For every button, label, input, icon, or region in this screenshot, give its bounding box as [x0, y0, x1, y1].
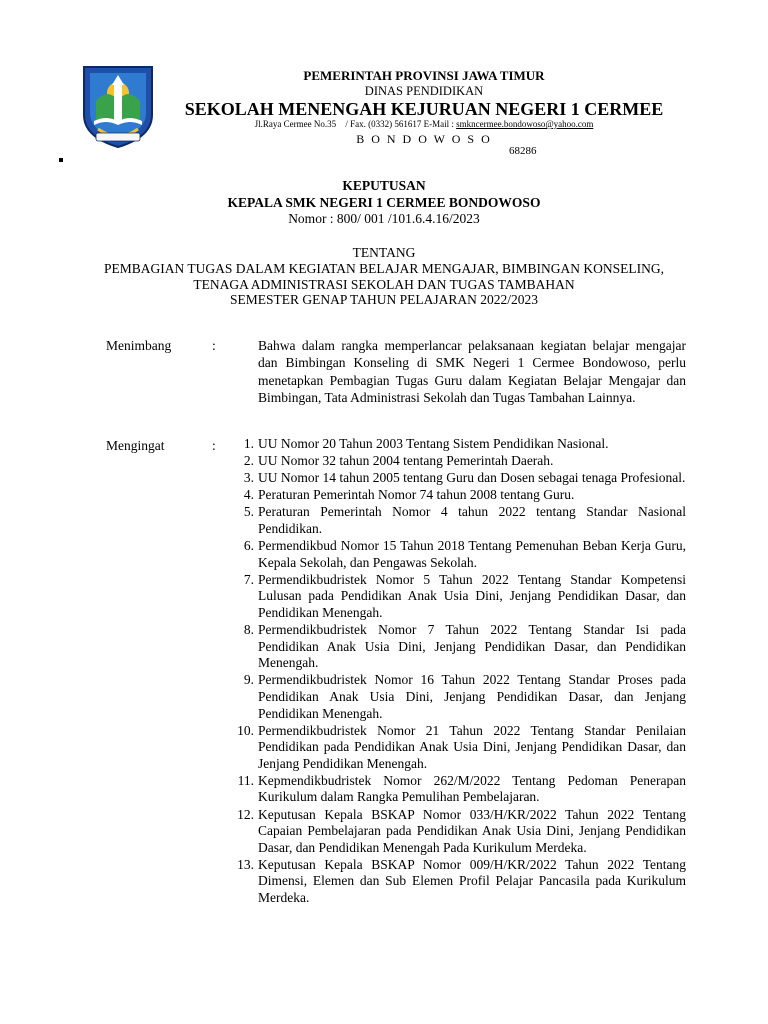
- list-item-number: 13.: [237, 856, 254, 872]
- mengingat-colon: :: [212, 438, 216, 453]
- list-item-number: 7.: [243, 571, 254, 587]
- subject-line-1: PEMBAGIAN TUGAS DALAM KEGIATAN BELAJAR MENGAJAR, BIMBINGAN KONSELING,: [103, 261, 665, 276]
- list-item: [222, 487, 686, 504]
- list-item-number: 3.: [243, 470, 254, 486]
- letterhead-province: PEMERINTAH PROVINSI JAWA TIMUR: [303, 68, 545, 83]
- letterhead-email-link[interactable]: smkncermee.bondowoso@yahoo.com: [456, 119, 594, 129]
- list-item: [222, 504, 686, 537]
- letterhead-address-line: [40, 119, 768, 129]
- list-item-number: 10.: [237, 722, 254, 738]
- list-item-text: Peraturan Pemerintah Nomor 4 tahun 2022 tentang Standar Nasional Pendidikan.: [258, 504, 686, 536]
- list-item: [222, 538, 686, 571]
- list-item: [222, 672, 686, 722]
- mengingat-label: Mengingat: [106, 438, 165, 453]
- list-item: [222, 773, 686, 806]
- list-item-number: 4.: [243, 487, 254, 503]
- list-item-number: 8.: [243, 622, 254, 638]
- about-label: TENTANG: [352, 245, 416, 260]
- menimbang-text: Bahwa dalam rangka memperlancar pelaksanaan kegiatan belajar mengajar dan Bimbingan Konseling di SMK Negeri 1 Cermee Bondowoso, perlu menetapkan Pembagian Tugas Guru dalam Kegiatan Belajar Mengajar dan Bimbingan, Tata Administrasi Sekolah dan Tugas Tambahan Lainnya.: [258, 338, 686, 406]
- list-item-text: Keputusan Kepala BSKAP Nomor 009/H/KR/2022 Tahun 2022 Tentang Dimensi, Elemen dan Sub Elemen Profil Pelajar Pancasila pada Kurikulum Merdeka.: [258, 856, 686, 906]
- decree-heading: KEPUTUSAN: [342, 178, 426, 193]
- subject-line-3: SEMESTER GENAP TAHUN PELAJARAN 2022/2023: [230, 292, 538, 307]
- letterhead-agency: DINAS PENDIDIKAN: [364, 84, 484, 98]
- list-item-number: 12.: [237, 806, 254, 822]
- list-item-number: 5.: [243, 504, 254, 520]
- menimbang-label: Menimbang: [106, 338, 172, 353]
- list-item-text: Permendikbudristek Nomor 21 Tahun 2022 Tentang Standar Penilaian Pendidikan pada Pendidikan Anak Usia Dini, Jenjang Pendidikan Dasar, dan Jenjang Pendidikan Menengah.: [258, 722, 686, 771]
- subject-line-2: TENAGA ADMINISTRASI SEKOLAH DAN TUGAS TAMBAHAN: [193, 277, 575, 292]
- list-item-number: 1.: [243, 436, 254, 451]
- list-item-number: 11.: [237, 772, 254, 788]
- list-item-text: UU Nomor 20 Tahun 2003 Tentang Sistem Pendidikan Nasional.: [258, 436, 609, 451]
- list-item-text: UU Nomor 32 tahun 2004 tentang Pemerintah Daerah.: [258, 453, 554, 469]
- list-item: [222, 470, 686, 487]
- list-item-text: Permendikbudristek Nomor 7 Tahun 2022 Tentang Standar Isi pada Pendidikan Anak Usia Dini, Jenjang Pendidikan Dasar, dan Pendidikan Menengah.: [258, 622, 686, 671]
- list-item: [222, 857, 686, 907]
- list-item-number: 9.: [243, 672, 254, 688]
- list-item-text: Permendikbud Nomor 15 Tahun 2018 Tentang Pemenuhan Beban Kerja Guru, Kepala Sekolah, dan Pengawas Sekolah.: [258, 538, 686, 570]
- list-item: [222, 723, 686, 773]
- letterhead-postal-code: 68286: [509, 145, 537, 157]
- mengingat-list: [222, 436, 686, 907]
- list-item: [222, 436, 686, 453]
- list-item-text: UU Nomor 14 tahun 2005 tentang Guru dan Dosen sebagai tenaga Profesional.: [258, 470, 686, 486]
- list-item-number: 2.: [243, 453, 254, 469]
- list-item: [222, 622, 686, 672]
- menimbang-colon: :: [212, 338, 216, 353]
- decree-number: Nomor : 800/ 001 /101.6.4.16/2023: [288, 211, 480, 226]
- list-item-text: Peraturan Pemerintah Nomor 74 tahun 2008 tentang Guru.: [258, 487, 575, 503]
- letterhead-school-name: SEKOLAH MENENGAH KEJURUAN NEGERI 1 CERMEE: [184, 99, 664, 119]
- list-item: [222, 572, 686, 622]
- letterhead-city: B O N D O W O S O: [356, 132, 492, 146]
- bullet-mark: [59, 158, 63, 162]
- list-item-text: Keputusan Kepala BSKAP Nomor 033/H/KR/2022 Tahun 2022 Tentang Capaian Pembelajaran pada Pendidikan Anak Usia Dini, Jenjang Pendidikan Dasar, dan Pendidikan Menengah Pada Kurikulum Merdeka.: [258, 806, 686, 855]
- list-item-text: Permendikbudristek Nomor 5 Tahun 2022 Tentang Standar Kompetensi Lulusan pada Pendidikan Anak Usia Dini, Jenjang Pendidikan Dasar, dan Pendidikan Menengah.: [258, 571, 686, 620]
- list-item-text: Kepmendikbudristek Nomor 262/M/2022 Tentang Pedoman Penerapan Kurikulum dalam Rangka Pemulihan Pembelajaran.: [258, 772, 686, 805]
- decree-issuer: KEPALA SMK NEGERI 1 CERMEE BONDOWOSO: [227, 195, 541, 210]
- list-item: [222, 453, 686, 470]
- list-item-text: Permendikbudristek Nomor 16 Tahun 2022 Tentang Standar Proses pada Pendidikan Anak Usia Dini, Jenjang Pendidikan Dasar, dan Jenjang Pendidikan Menengah.: [258, 672, 686, 721]
- list-item-number: 6.: [243, 538, 254, 554]
- letterhead-address: Jl.Raya Cermee No.35  / Fax. (0332) 561617 E-Mail :: [254, 119, 457, 129]
- list-item: [222, 807, 686, 857]
